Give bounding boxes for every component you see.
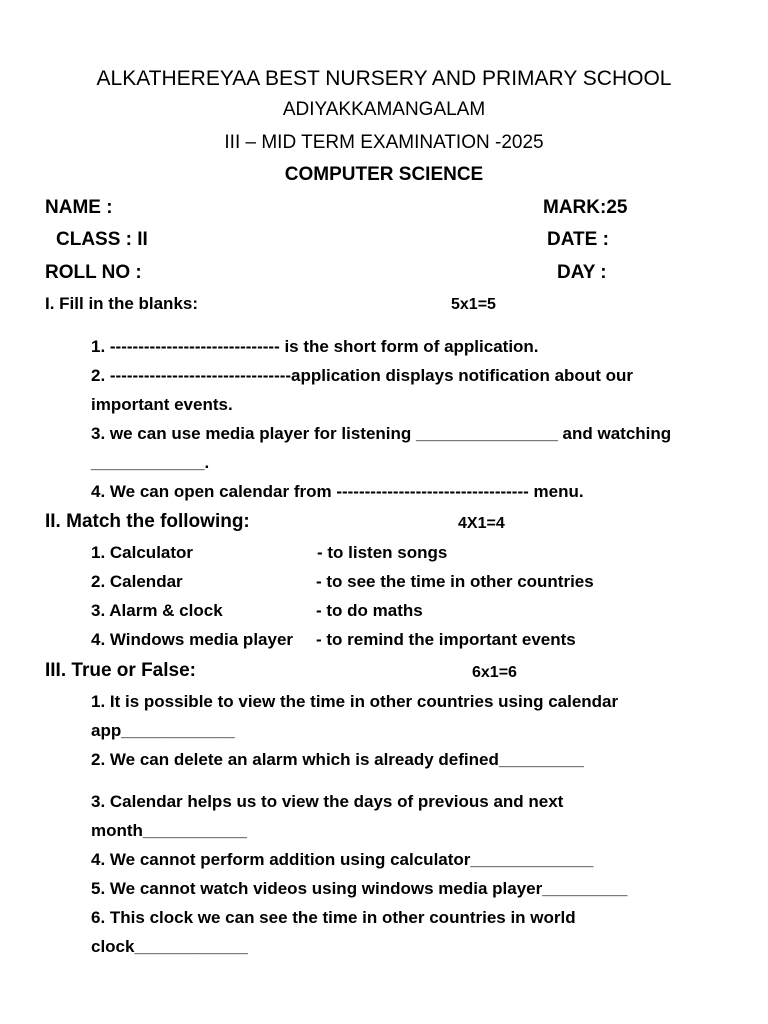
section3-line: clock____________ — [91, 937, 248, 956]
section3-line: 4. We cannot perform addition using calculator_____________ — [91, 850, 594, 869]
section3-marks: 6x1=6 — [472, 664, 517, 681]
day-label: DAY : — [557, 262, 607, 283]
match-right-item: - to listen songs — [317, 543, 448, 562]
match-right-item: - to see the time in other countries — [316, 572, 594, 591]
section3-line: app____________ — [91, 721, 235, 740]
section3-line: 1. It is possible to view the time in other countries using calendar — [91, 692, 619, 711]
section3-line: 3. Calendar helps us to view the days of previous and next — [91, 792, 564, 811]
subject-title: COMPUTER SCIENCE — [284, 164, 484, 185]
section1-line: ____________. — [91, 453, 210, 472]
class-label: CLASS : II — [56, 229, 148, 250]
section3-line: month___________ — [91, 821, 247, 840]
section3-line: 5. We cannot watch videos using windows media player_________ — [91, 879, 628, 898]
section3-line: 2. We can delete an alarm which is already defined_________ — [91, 750, 584, 769]
section3-line: 6. This clock we can see the time in other countries in world — [91, 908, 576, 927]
name-label: NAME : — [45, 197, 113, 218]
match-left-item: 1. Calculator — [91, 543, 194, 562]
section3-title: III. True or False: — [45, 660, 196, 681]
match-right-item: - to do maths — [316, 601, 423, 620]
match-left-item: 4. Windows media player — [91, 630, 294, 649]
school-name: ALKATHEREYAA BEST NURSERY AND PRIMARY SCHOOL — [96, 67, 672, 90]
exam-title: III – MID TERM EXAMINATION -2025 — [224, 132, 544, 153]
match-left-item: 3. Alarm & clock — [91, 601, 223, 620]
match-left-item: 2. Calendar — [91, 572, 183, 591]
section1-line: 3. we can use media player for listening _______________ and watching — [91, 424, 672, 443]
section1-line: 1. ------------------------------ is the short form of application. — [91, 337, 539, 356]
section1-line: 2. --------------------------------application displays notification about our — [91, 366, 633, 385]
roll-label: ROLL NO : — [45, 262, 142, 283]
match-right-item: - to remind the important events — [316, 630, 576, 649]
section1-line: 4. We can open calendar from ---------------------------------- menu. — [91, 482, 584, 501]
section1-line: important events. — [91, 395, 233, 414]
mark-label: MARK:25 — [543, 197, 628, 218]
section2-marks: 4X1=4 — [458, 515, 505, 532]
section1-marks: 5x1=5 — [451, 296, 496, 313]
date-label: DATE : — [547, 229, 609, 250]
school-place: ADIYAKKAMANGALAM — [282, 99, 486, 120]
section2-title: II. Match the following: — [45, 511, 250, 532]
section1-title: I. Fill in the blanks: — [45, 294, 199, 313]
